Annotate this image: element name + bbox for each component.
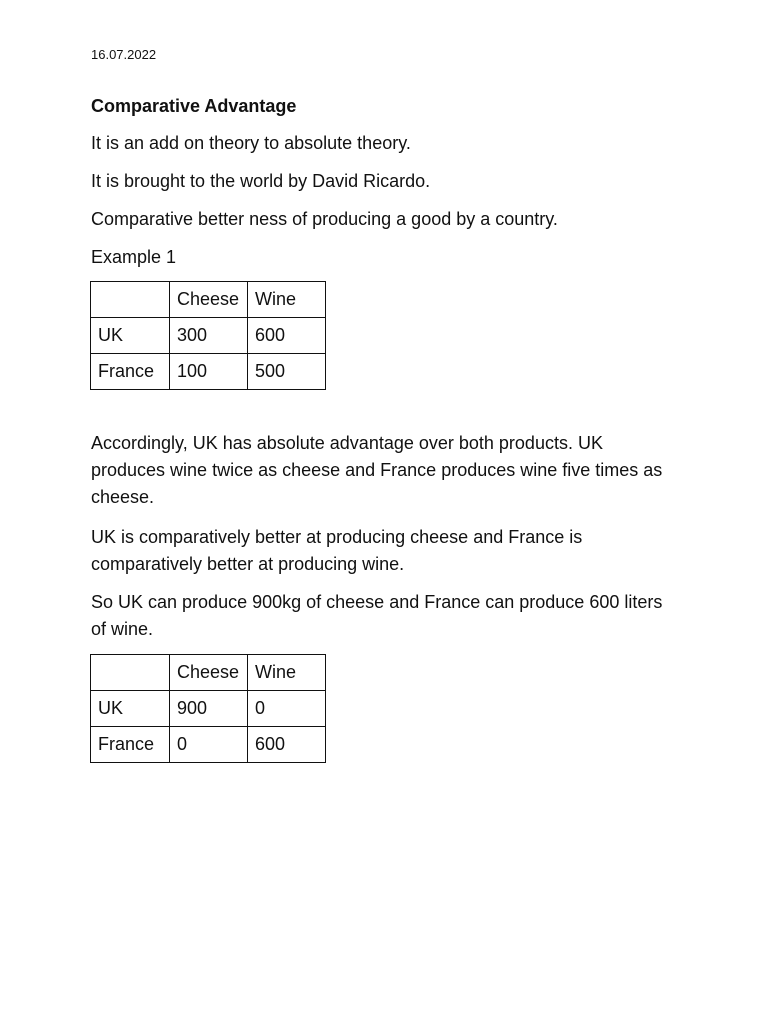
table-cell: 0 bbox=[248, 691, 326, 727]
table-cell: France bbox=[91, 354, 170, 390]
document-date: 16.07.2022 bbox=[91, 47, 157, 62]
table-row bbox=[91, 318, 326, 354]
table-cell: France bbox=[91, 727, 170, 763]
paragraph-theory: It is an add on theory to absolute theory. bbox=[91, 133, 411, 153]
table-cell: Wine bbox=[248, 282, 326, 318]
table-cell: 300 bbox=[170, 318, 248, 354]
table-cell bbox=[91, 282, 170, 318]
table-row bbox=[91, 354, 326, 390]
paragraph-definition: Comparative better ness of producing a good by a country. bbox=[91, 209, 558, 229]
paragraph-production: So UK can produce 900kg of cheese and France can produce 600 liters of wine. bbox=[91, 592, 663, 639]
paragraph-comparative: UK is comparatively better at producing cheese and France is comparatively better at producing wine. bbox=[91, 527, 583, 574]
table-cell: Cheese bbox=[170, 655, 248, 691]
table-cell: 500 bbox=[248, 354, 326, 390]
table-cell: 600 bbox=[248, 318, 326, 354]
table-header-row bbox=[91, 282, 326, 318]
table-cell: UK bbox=[91, 318, 170, 354]
table-cell: UK bbox=[91, 691, 170, 727]
table-cell: 600 bbox=[248, 727, 326, 763]
example-table-1 bbox=[90, 281, 326, 390]
table-cell: 0 bbox=[170, 727, 248, 763]
example-heading: Example 1 bbox=[91, 247, 177, 267]
table-cell: 900 bbox=[170, 691, 248, 727]
document-title: Comparative Advantage bbox=[91, 96, 297, 116]
paragraph-ricardo: It is brought to the world by David Ricardo. bbox=[91, 171, 431, 191]
example-table-2 bbox=[90, 654, 326, 763]
table-row bbox=[91, 691, 326, 727]
table-cell: Cheese bbox=[170, 282, 248, 318]
table-header-row bbox=[91, 655, 326, 691]
table-cell: Wine bbox=[248, 655, 326, 691]
table-cell bbox=[91, 655, 170, 691]
paragraph-absolute-advantage: Accordingly, UK has absolute advantage over both products. UK produces wine twice as cheese and France produces wine five times as cheese. bbox=[91, 433, 663, 507]
table-cell: 100 bbox=[170, 354, 248, 390]
table-row bbox=[91, 727, 326, 763]
